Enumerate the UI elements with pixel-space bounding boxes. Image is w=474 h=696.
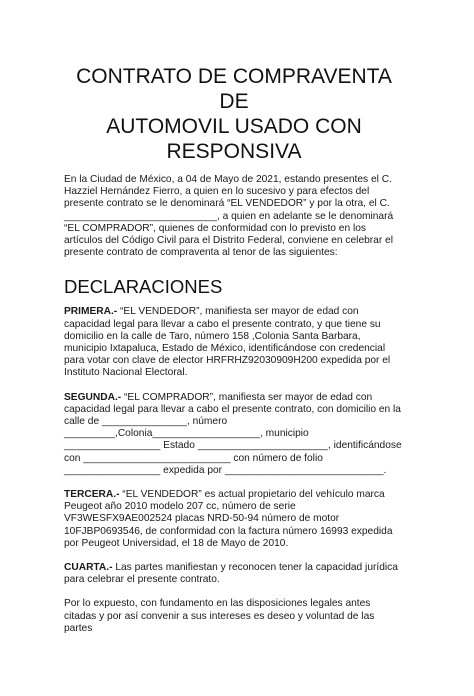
title-line-1: CONTRATO DE COMPRAVENTA DE [76, 65, 392, 113]
closing-paragraph: Por lo expuesto, con fundamento en las disposiciones legales antes citadas y por así convenir a sus intereses es deseo y voluntad de las partes [64, 598, 375, 634]
title-line-2: AUTOMOVIL USADO CON [106, 115, 362, 138]
clause-text: “EL VENDEDOR”, manifiesta ser mayor de edad con capacidad legal para llevar a cabo el presente contrato, y que tiene su domicilio en la calle de Taro, número 158 ,Colonia Santa Barbara, municipio Ixtapaluca, Estado de México, identificándose con credencial para votar con clave de elector HRFRHZ92030909H200 expedida por el Instituto Nacional Electoral. [64, 306, 391, 379]
title-line-3: RESPONSIVA [166, 140, 302, 163]
clause-label: SEGUNDA.- [64, 391, 122, 403]
clause-cuarta [64, 562, 404, 586]
section-heading-declaraciones: DECLARACIONES [64, 276, 223, 298]
clause-label: TERCERA.- [64, 489, 120, 501]
clause-primera [64, 306, 404, 379]
clause-label: PRIMERA.- [64, 306, 118, 318]
document-title [64, 64, 404, 164]
clause-text: “EL COMPRADOR”, manifiesta ser mayor de edad con capacidad legal para llevar a cabo el presente contrato, con domicilio en la calle de _______________, número _________,Colonia___________________, municipio _________________ Estado _______________________, identificándose con __________________________ con número de folio _________________ expedida por ____________________________. [64, 391, 402, 476]
intro-paragraph: En la Ciudad de México, a 04 de Mayo de 2021, estando presentes el C. Hazziel Hernández Fierro, a quien en lo sucesivo y para efectos del presente contrato se le denominará “EL VENDEDOR” y por la otra, el C. ___________________________, a quien en adelante se le denominará “EL COMPRADOR”, quienes de conformidad con lo previsto en los artículos del Código Civil para el Distrito Federal, conviene en celebrar el presente contrato de compraventa al tenor de las siguientes: [64, 174, 394, 259]
clause-segunda [64, 392, 404, 477]
clause-text: “EL VENDEDOR” es actual propietario del vehículo marca Peugeot año 2010 modelo 207 cc, número de serie VF3WESFX9AE002524 placas NRD-50-94 número de motor 10FJBP0693546, de conformidad con la factura número 16993 expedida por Peugeot Universidad, el 18 de Mayo de 2010. [64, 489, 393, 549]
clause-tercera [64, 489, 404, 550]
document-page [0, 64, 474, 696]
clause-label: CUARTA.- [64, 562, 113, 574]
clause-text: Las partes manifiestan y reconocen tener la capacidad jurídica para celebrar el presente contrato. [64, 562, 398, 586]
